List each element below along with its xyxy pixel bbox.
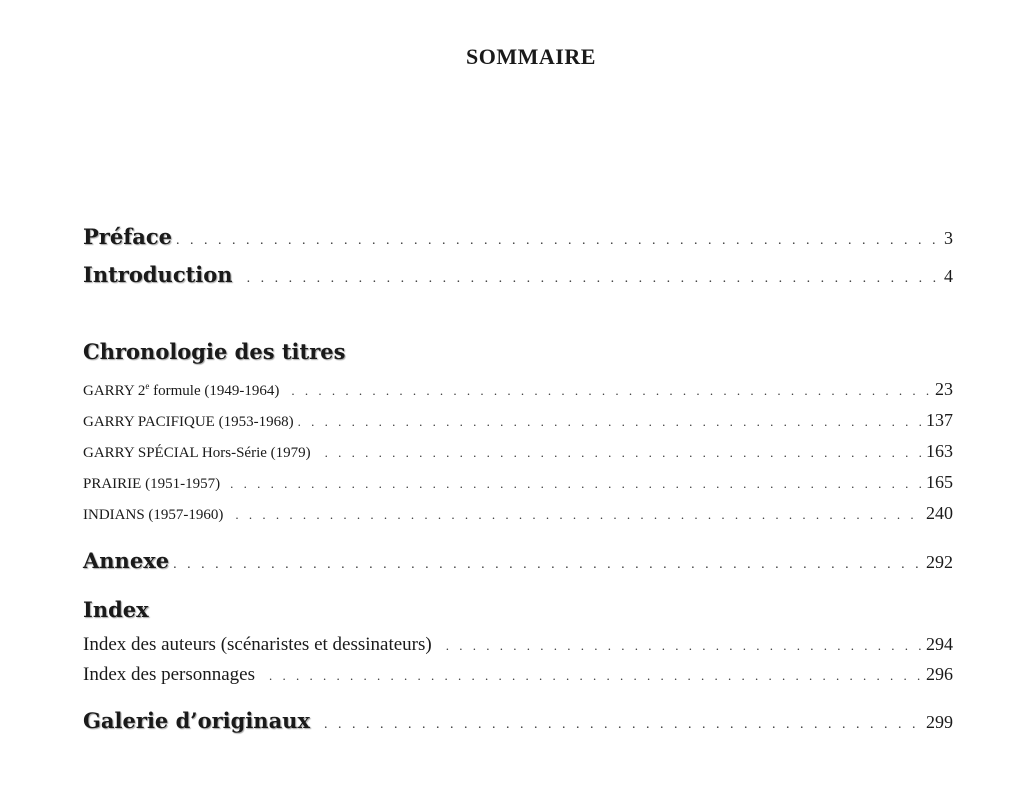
toc-entry-label: Annexe	[83, 548, 170, 573]
dot-leader	[176, 233, 940, 249]
toc-entry-label: INDIANS (1957-1960)	[83, 507, 224, 523]
toc-entry-annexe[interactable]	[83, 548, 953, 573]
dot-leader	[446, 638, 922, 654]
dot-leader	[324, 717, 922, 733]
toc-entry-label: PRAIRIE (1951-1957)	[83, 476, 221, 492]
toc-entry-preface[interactable]	[83, 224, 953, 249]
table-of-contents	[83, 0, 953, 800]
toc-page-number: 292	[926, 552, 953, 572]
toc-entry-label: GARRY PACIFIQUE (1953-1968)	[83, 414, 294, 430]
section-heading-chronologie: Chronologie des titres	[83, 339, 346, 364]
dot-leader	[325, 445, 922, 461]
toc-page-number: 23	[935, 379, 953, 399]
dot-leader	[291, 383, 931, 399]
dot-leader	[247, 271, 940, 287]
toc-entry-label: GARRY 2e formule (1949-1964)	[83, 381, 280, 399]
toc-entry-label: Introduction	[83, 262, 233, 287]
toc-page-number: 294	[926, 634, 953, 654]
toc-entry-label: GARRY SPÉCIAL Hors-Série (1979)	[83, 445, 311, 461]
toc-page-number: 240	[926, 503, 953, 523]
toc-page-number: 163	[926, 441, 953, 461]
toc-entry-index-personnages[interactable]	[83, 664, 953, 686]
toc-entry-garry-special[interactable]	[83, 441, 953, 462]
toc-page-number: 137	[926, 410, 953, 430]
toc-entry-galerie[interactable]	[83, 708, 953, 733]
dot-leader	[298, 414, 922, 430]
toc-entry-introduction[interactable]	[83, 262, 953, 287]
toc-entry-label: Galerie d’originaux	[83, 708, 310, 733]
section-heading-index: Index	[83, 597, 149, 622]
toc-entry-garry-2e-formule[interactable]	[83, 379, 953, 400]
toc-page-number: 296	[926, 664, 953, 684]
toc-entry-label: Index des auteurs (scénaristes et dessinateurs)	[83, 634, 432, 655]
page-title: SOMMAIRE	[466, 44, 596, 69]
toc-entry-garry-pacifique[interactable]	[83, 410, 953, 431]
toc-page-number: 3	[944, 228, 953, 248]
toc-entry-index-auteurs[interactable]	[83, 634, 953, 656]
dot-leader	[230, 476, 922, 492]
dot-leader	[235, 507, 922, 523]
toc-entry-label: Index des personnages	[83, 664, 256, 685]
toc-entry-label: Préface	[83, 224, 173, 249]
toc-page-number: 4	[944, 266, 953, 286]
dot-leader	[269, 668, 922, 684]
toc-entry-prairie[interactable]	[83, 472, 953, 493]
toc-entry-indians[interactable]	[83, 503, 953, 524]
toc-page-number: 165	[926, 472, 953, 492]
dot-leader	[173, 557, 922, 573]
toc-page-number: 299	[926, 712, 953, 732]
